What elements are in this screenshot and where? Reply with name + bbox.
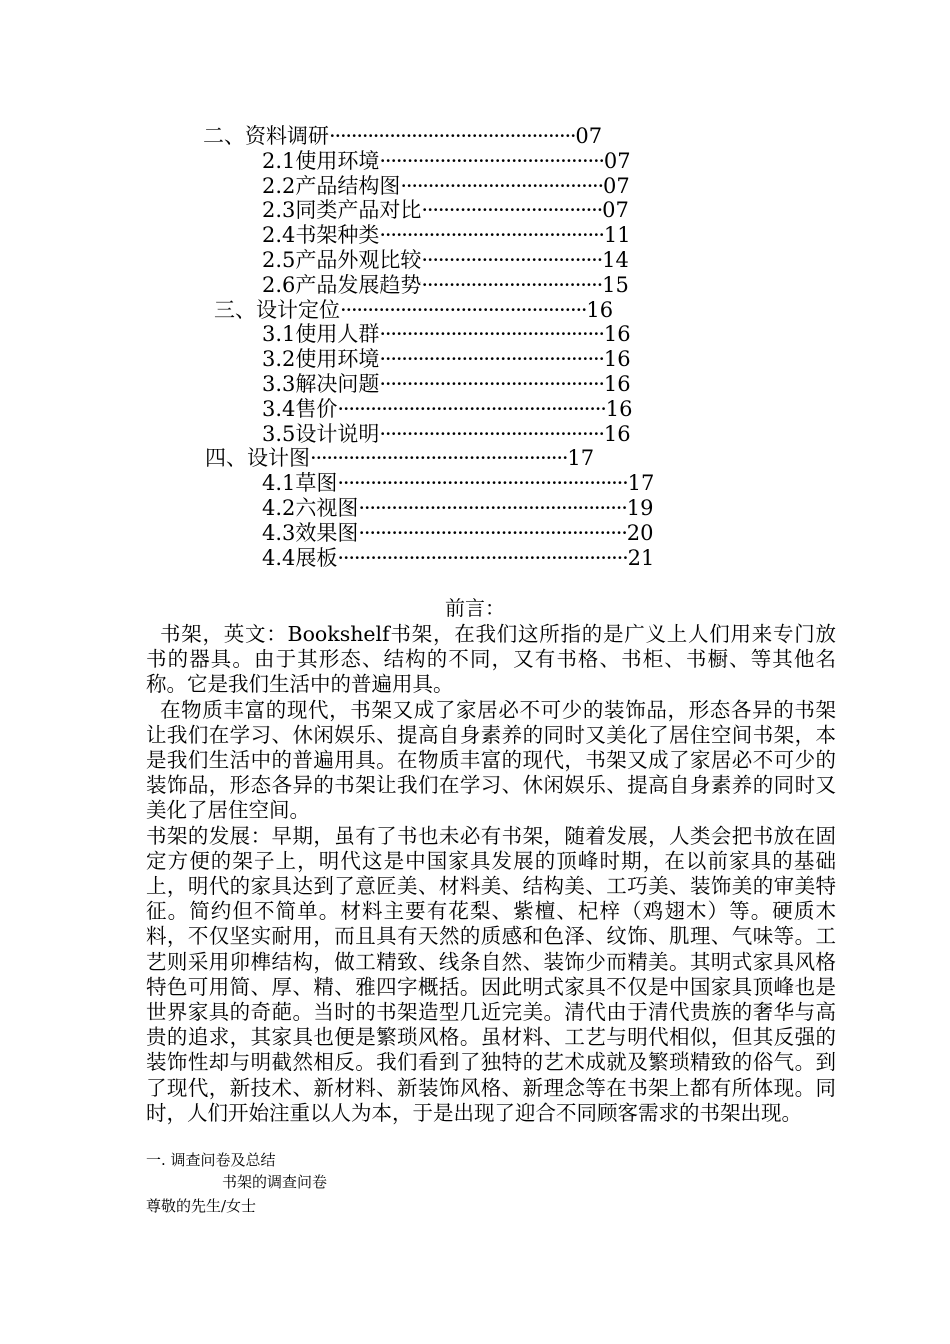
toc-entry xyxy=(262,174,630,199)
toc-leader-dots: ············································· xyxy=(340,297,587,322)
toc-entry xyxy=(262,149,631,174)
toc-entry-page: 11 xyxy=(603,223,631,248)
toc-entry-label: 四、设计图 xyxy=(205,446,310,471)
greeting-line: 尊敬的先生/女士 xyxy=(146,1197,257,1215)
toc-entry-label: 三、设计定位 xyxy=(214,297,340,322)
toc-entry-page: 07 xyxy=(602,198,629,223)
toc-leader-dots: ··············································· xyxy=(310,446,568,471)
toc-entry-page: 16 xyxy=(603,372,631,396)
toc-entry-label: 2.3同类产品对比 xyxy=(262,198,422,223)
toc-entry-label: 2.5产品外观比较 xyxy=(262,248,422,272)
toc-leader-dots: ····················································· xyxy=(337,471,628,496)
toc-leader-dots: ················································· xyxy=(358,496,627,520)
toc-entry xyxy=(214,298,613,323)
toc-entry-label: 4.2六视图 xyxy=(262,496,359,520)
toc-entry xyxy=(262,322,631,347)
toc-leader-dots: ································· xyxy=(421,198,603,223)
preface-body xyxy=(146,622,836,1126)
toc-entry-label: 2.4书架种类 xyxy=(262,223,380,248)
toc-entry-page: 17 xyxy=(567,446,595,471)
toc-entry-page: 16 xyxy=(603,347,631,372)
toc-entry xyxy=(262,347,631,372)
preface-paragraph-2: 在物质丰富的现代，书架又成了家居必不可少的装饰品，形态各异的书架让我们在学习、休闲娱乐、提高自身素养的同时又美化了居住空间书架，本是我们生活中的普遍用具。在物质丰富的现代，书架又成了家居必不可少的装饰品，形态各异的书架让我们在学习、休闲娱乐、提高自身素养的同时又美化了居住空间。 xyxy=(146,697,836,823)
toc-leader-dots: ········································· xyxy=(379,322,604,347)
toc-entry xyxy=(262,248,629,273)
toc-entry-page: 15 xyxy=(602,272,629,297)
toc-entry xyxy=(262,397,632,422)
toc-entry xyxy=(262,422,631,447)
toc-entry-page: 19 xyxy=(626,496,654,520)
toc-entry-label: 3.3解决问题 xyxy=(262,372,380,396)
toc-entry xyxy=(203,124,602,149)
toc-entry-label: 二、资料调研 xyxy=(203,124,329,148)
toc-entry xyxy=(262,521,653,546)
toc-entry-page: 14 xyxy=(602,248,629,272)
toc-entry xyxy=(205,446,594,471)
toc-leader-dots: ········································· xyxy=(379,372,604,396)
preface-paragraph-1: 书架，英文：Bookshelf书架，在我们这所指的是广义上人们用来专门放书的器具。由于其形态、结构的不同，又有书格、书柜、书橱、等其他名称。它是我们生活中的普遍用具。 xyxy=(146,622,836,697)
toc-leader-dots: ········································· xyxy=(379,347,604,372)
toc-leader-dots: ········································· xyxy=(379,223,604,248)
toc-entry-label: 2.1使用环境 xyxy=(262,148,380,173)
toc-entry xyxy=(262,372,631,397)
toc-leader-dots: ········································· xyxy=(379,148,604,173)
toc-leader-dots: ································· xyxy=(421,272,603,297)
toc-entry-label: 3.5设计说明 xyxy=(262,421,380,446)
toc-leader-dots: ····································· xyxy=(400,173,603,198)
toc-leader-dots: ················································· xyxy=(358,520,627,545)
toc-entry xyxy=(262,546,654,571)
toc-entry xyxy=(262,223,631,248)
toc-entry-page: 16 xyxy=(586,297,614,322)
toc-entry-label: 4.4展板 xyxy=(262,545,338,570)
preface-paragraph-3: 书架的发展：早期，虽有了书也未必有书架，随着发展，人类会把书放在固定方便的架子上，明代这是中国家具发展的顶峰时期，在以前家具的基础上，明代的家具达到了意匠美、材料美、结构美、工巧美、装饰美的审美特征。简约但不简单。材料主要有花梨、紫檀、杞梓（鸡翅木）等。硬质木料，不仅坚实耐用，而且具有天然的质感和色泽、纹饰、肌理、气味等。工艺则采用卯榫结构，做工精致、线条自然、装饰少而精美。其明式家具风格特色可用简、厚、精、雅四字概括。因此明式家具不仅是中国家具顶峰也是世界家具的奇葩。当时的书架造型几近完美。清代由于清代贵族的奢华与高贵的追求，其家具也便是繁琐风格。虽材料、工艺与明代相似，但其反强的装饰性却与明截然相反。我们看到了独特的艺术成就及繁琐精致的俗气。到了现代，新技术、新材料、新装饰风格、新理念等在书架上都有所体现。同时，人们开始注重以人为本，于是出现了迎合不同顾客需求的书架出现。 xyxy=(146,823,836,1125)
toc-leader-dots: ················································· xyxy=(337,396,606,421)
toc-entry-page: 07 xyxy=(603,173,630,198)
toc-entry-page: 07 xyxy=(575,124,603,148)
toc-entry-label: 4.1草图 xyxy=(262,471,338,496)
questionnaire-title: 书架的调查问卷 xyxy=(222,1173,328,1191)
toc-entry xyxy=(262,471,654,496)
toc-entry-label: 3.4售价 xyxy=(262,396,338,421)
toc-entry-page: 21 xyxy=(627,545,655,570)
toc-leader-dots: ········································· xyxy=(379,421,604,446)
toc-entry xyxy=(262,496,653,521)
toc-entry-page: 16 xyxy=(603,322,631,347)
toc-entry xyxy=(262,273,629,298)
toc-entry-label: 2.6产品发展趋势 xyxy=(262,272,422,297)
toc-entry-page: 16 xyxy=(603,421,631,446)
toc-entry xyxy=(262,198,629,223)
survey-section-title: 一. 调查问卷及总结 xyxy=(146,1151,276,1169)
toc-leader-dots: ············································· xyxy=(329,124,576,148)
toc-entry-page: 07 xyxy=(603,148,631,173)
toc-leader-dots: ····················································· xyxy=(337,545,628,570)
toc-entry-page: 16 xyxy=(605,396,633,421)
preface-heading: 前言： xyxy=(445,596,505,620)
toc-entry-page: 17 xyxy=(627,471,655,496)
toc-leader-dots: ································· xyxy=(421,248,603,272)
toc-entry-label: 3.1使用人群 xyxy=(262,322,380,347)
toc-entry-page: 20 xyxy=(626,520,654,545)
toc-entry-label: 4.3效果图 xyxy=(262,520,359,545)
toc-entry-label: 3.2使用环境 xyxy=(262,347,380,372)
toc-entry-label: 2.2产品结构图 xyxy=(262,173,401,198)
